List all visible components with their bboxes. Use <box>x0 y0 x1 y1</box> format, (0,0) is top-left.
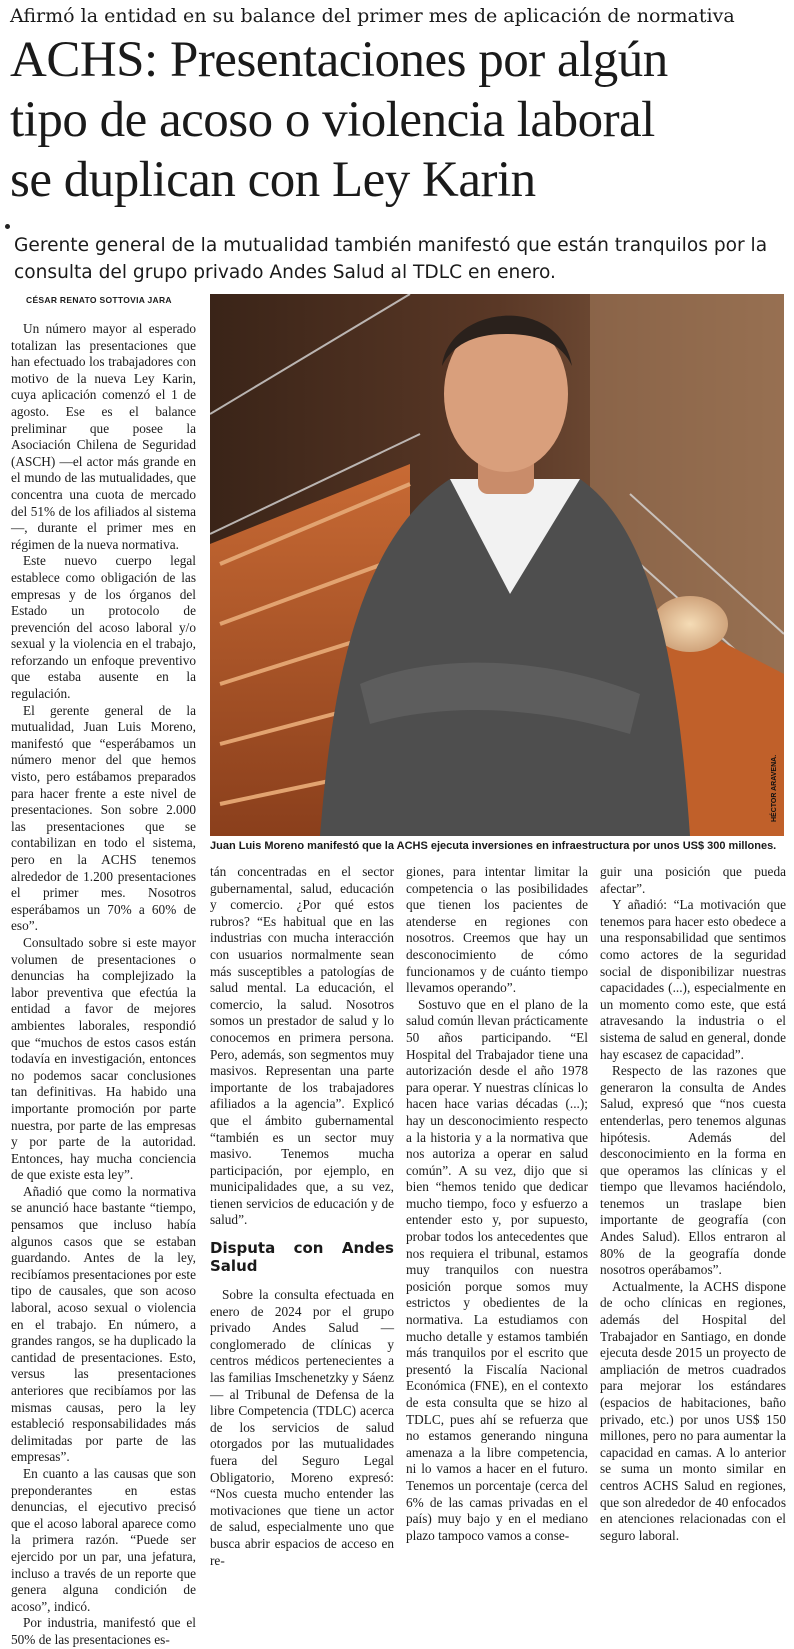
body-paragraph: Respecto de las razones que generaron la consulta de Andes Salud, expresó que “nos cuesta entenderlas, pero tenemos algunas hipótesis. Además del desconocimiento en la forma en que operamos las clínicas y el tiempo que llevamos haciéndolo, tenemos un traslape bien importante de geografía (con Andes Salud). Ellos entraron al 80% de la geografía donde nosotros operábamos”. <box>600 1063 786 1278</box>
lead-line: Gerente general de la mutualidad también manifestó que están tranquilos por la <box>14 235 768 256</box>
article-column-3 <box>406 864 588 1544</box>
portrait-illustration <box>210 294 784 836</box>
byline: CÉSAR RENATO SOTTOVIA JARA <box>26 295 172 305</box>
body-paragraph: En cuanto a las causas que son preponderantes en estas denuncias, el ejecutivo precisó que el acoso laboral aparece como la primera razón. “Puede ser ejercido por un par, una jefatura, incluso a través de un reporte que genera alguna condición de acoso”, indicó. <box>11 1465 196 1614</box>
photo-credit: HÉCTOR ARAVENA. <box>771 754 778 822</box>
body-paragraph: Por industria, manifestó que el 50% de las presentaciones es- <box>11 1615 196 1647</box>
headline-line: ACHS: Presentaciones por algún <box>10 32 668 88</box>
photo-caption: Juan Luis Moreno manifestó que la ACHS ejecuta inversiones en infraestructura por unos US$ 300 millones. <box>210 840 777 852</box>
body-paragraph: Un número mayor al esperado totalizan las presentaciones que han efectuado los trabajadores con motivo de la nueva Ley Karin, cuya aplicación comenzó el 1 de agosto. Ese es el balance preliminar que posee la Asociación Chilena de Seguridad (ASCH) —el actor más grande en el mundo de las mutualidades, que concentra una cuota de mercado del 51% de los afiliados al sistema—, durante el primer mes en régimen de la nueva normativa. <box>11 321 196 552</box>
headline-line: tipo de acoso o violencia laboral <box>10 92 655 148</box>
body-paragraph: guir una posición que pueda afectar”. <box>600 864 786 896</box>
bullet-dot <box>5 224 10 229</box>
lead-line: consulta del grupo privado Andes Salud al TDLC en enero. <box>14 262 556 283</box>
article-column-1 <box>11 321 196 1649</box>
body-paragraph: Añadió que como la normativa se anunció hace bastante “tiempo, pensamos que incluso había algunos casos que se estaban guardando. Antes de la ley, recibíamos presentaciones por este tipo de causales, que son acoso laboral, acoso sexual o violencia en el trabajo. En número, a grandes rangos, se ha duplicado la cantidad de presentaciones. Esto, versus las presentaciones anteriores que recibíamos por las mismas causas, pero la ley estableció responsabilidades más delimitadas por parte de las empresas”. <box>11 1183 196 1465</box>
headline <box>10 30 790 210</box>
body-paragraph: El gerente general de la mutualidad, Juan Luis Moreno, manifestó que “esperábamos un número menor del que hemos visto, pero estábamos preparados para hacer frente a este nivel de presentaciones. Son sobre 2.000 las presentaciones que se contabilizan en todo el sistema, pero en la ACHS tenemos alrededor de 1.200 presentaciones el primer mes. Nosotros esperábamos un 70% a 60% de eso”. <box>11 702 196 934</box>
body-paragraph: Actualmente, la ACHS dispone de ocho clínicas en regiones, además del Hospital del Trabajador en Santiago, en donde ejecuta desde 2015 un proyecto de ampliación de metros cuadrados para mejorar los estándares (espacios de habitaciones, baño privado, etc.) por unos US$ 150 millones, pero no para aumentar la capacidad en camas. A lo anterior se suma un monto similar en centros ACHS Salud en regiones, que son alrededor de 40 enfocados en atenciones relacionadas con el seguro laboral. <box>600 1278 786 1543</box>
body-paragraph: giones, para intentar limitar la competencia o las posibilidades que tienen los pacientes de atenderse en regiones con nosotros. Creemos que hay un desconocimiento de cómo funcionamos y de cuánto tiempo llevamos operando”. <box>406 864 588 996</box>
lead-paragraph <box>14 232 790 286</box>
body-paragraph: Consultado sobre si este mayor volumen de presentaciones o denuncias ha complejizado la labor preventiva que efectúa la entidad a favor de mejores ambientes laborales, respondió que “muchos de estos casos están todavía en investigación, entonces no podemos sacar conclusiones tan definitivas. Ha habido una importante promoción por parte nuestra, por parte de las empresas y por parte de la autoridad. Entonces, hay mucha conciencia de que existe esta ley”. <box>11 934 196 1183</box>
article-column-4 <box>600 864 786 1544</box>
kicker: Afirmó la entidad en su balance del primer mes de aplicación de normativa <box>10 5 735 27</box>
article-photo <box>210 294 784 836</box>
section-subhead: Disputa con Andes Salud <box>210 1239 394 1276</box>
body-paragraph: Sostuvo que en el plano de la salud común llevan prácticamente 50 años participando. “El Hospital del Trabajador tiene una autorización desde el año 1978 para operar. Y nuestras clínicas lo hacen hace varias décadas (...); hay un desconocimiento respecto a la historia y a la normativa que nos autoriza a operar en salud común”. A su vez, dijo que si bien “hemos tenido que dedicar mucho tiempo, foco y esfuerzo a entender esto y, por supuesto, probar todos los antecedentes que nos requiera el tribunal, estamos muy tranquilos con nuestra posición porque somos muy estrictos y obedientes de la normativa. La estudiamos con mucho detalle y estamos también más tranquilos por el escrito que presentó la Fiscalía Nacional Económica (FNE), en el contexto de esta consulta que se hizo al TDLC, pues ahí se refuerza que no estamos generando ninguna amenaza a la libre competencia, ni lo vamos a hacer en el futuro. Tenemos un porcentaje (cerca del 6% de las camas privadas en el país) muy bajo y en el mediano plazo tampoco vamos a conse- <box>406 996 588 1543</box>
body-paragraph: Sobre la consulta efectuada en enero de 2024 por el grupo privado Andes Salud —conglomerado de clínicas y centros médicos pertenecientes a las familias Imschenetzky y Sáenz— al Tribunal de Defensa de la libre Competencia (TDLC) acerca de los servicios de salud otorgados por las mutualidades fuera del Seguro Legal Obligatorio, Moreno expresó: “Nos cuesta mucho entender las motivaciones que tiene un actor de salud, especialmente uno que busca abrir espacios de acceso en re- <box>210 1287 394 1568</box>
headline-line: se duplican con Ley Karin <box>10 152 536 208</box>
article-column-2 <box>210 864 394 1569</box>
body-paragraph: Este nuevo cuerpo legal establece como obligación de las empresas y de los órganos del Estado un protocolo de prevención del acoso laboral y/o sexual y la violencia en el trabajo, reforzando un enfoque preventivo que estaba ausente en la regulación. <box>11 553 196 702</box>
body-paragraph: Y añadió: “La motivación que tenemos para hacer esto obedece a una responsabilidad que sentimos como actores de la seguridad social de disponibilizar nuestras capacidades (...), especialmente en un momento como este, que está atravesando la industria o el sistema de salud en general, donde hay escasez de capacidad”. <box>600 897 786 1062</box>
body-paragraph: tán concentradas en el sector gubernamental, salud, educación y comercio. ¿Por qué estos rubros? “Es habitual que en las industrias con mucha interacción con usuarios normalmente sean más susceptibles a patologías de salud mental. La educación, el comercio, la salud. Nosotros somos un prestador de salud y lo conocemos en primera persona. Pero, además, son segmentos muy masivos. Representan una parte importante de los trabajadores afiliados a la agencia”. Explicó que el ámbito gubernamental “también es un sector muy masivo. Tenemos mucha participación, por ejemplo, en municipalidades que, a su vez, tienen servicios de educación y de salud”. <box>210 864 394 1228</box>
